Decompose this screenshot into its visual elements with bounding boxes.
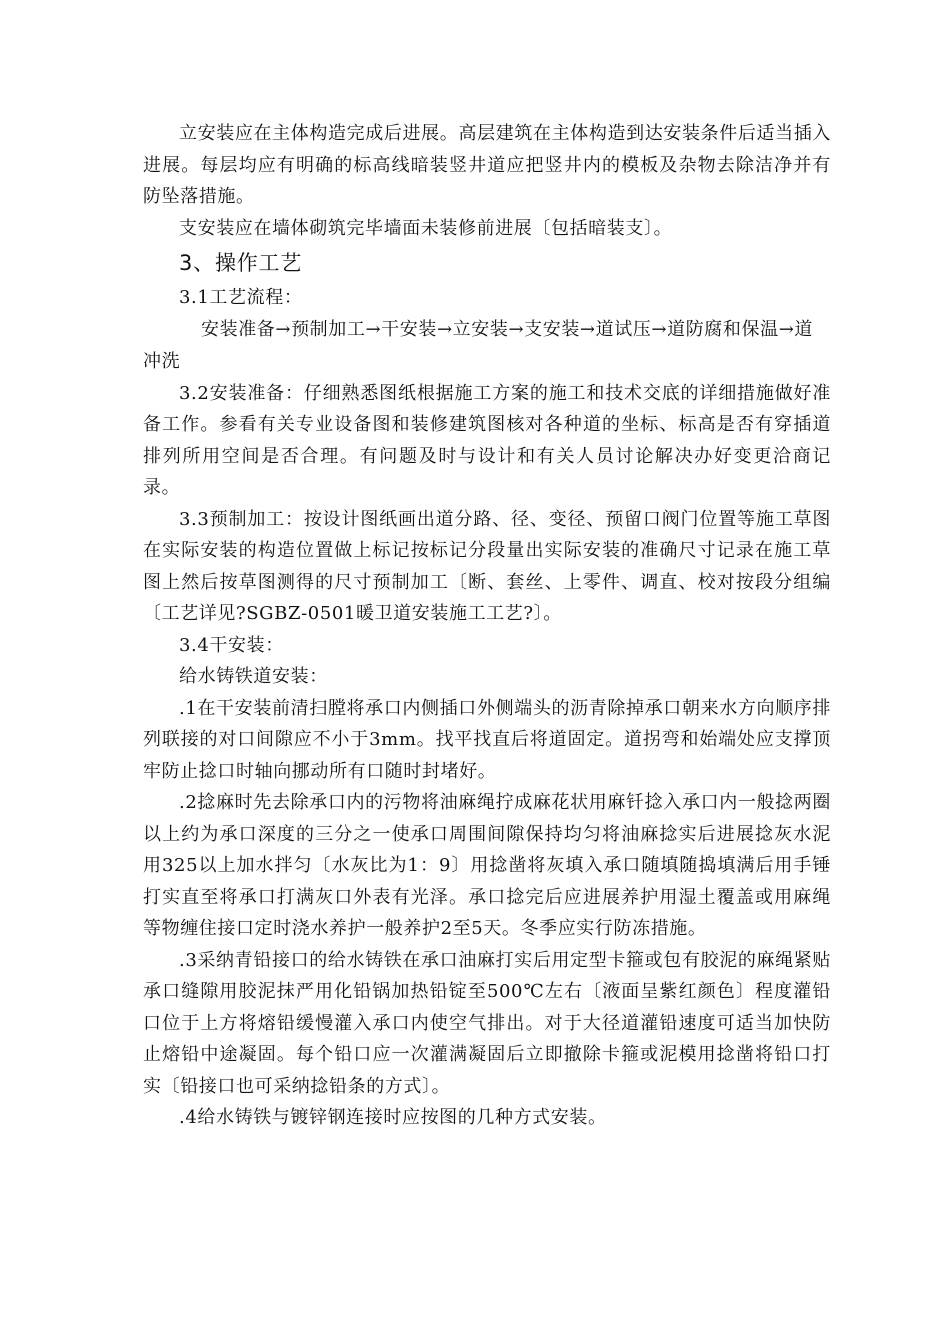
item-4-connection: .4给水铸铁与镀锌钢连接时应按图的几种方式安装。 — [179, 1107, 607, 1128]
item-3-lead-joint: .3采纳青铅接口的给水铸铁在承口油麻打实后用定型卡箍或包有胶泥的麻绳紧贴承口缝隙用胶泥抹严用化铅锅加热铅锭至500℃左右〔液面呈紫红颜色〕程度灌铅口位于上方将熔铅缓慢灌入承口内使空气排出。对于大径道灌铅速度可适当加快防止熔铅中途凝固。每个铅口应一次灌满凝固后立即撤除卡箍或泥模用捻凿将铅口打实〔铅接口也可采纳捻铅条的方式〕。 — [143, 949, 831, 1097]
paragraph-riser-install: 立安装应在主体构造完成后进展。高层建筑在主体构造到达安装条件后适当插入进展。每层均应有明确的标高线暗装竖井道应把竖井内的模板及杂物去除洁净并有防坠落措施。 — [143, 123, 831, 207]
process-flow-line: 安装准备→预制加工→干安装→立安装→支安装→道试压→道防腐和保温→道冲洗 — [143, 318, 813, 372]
subsection-3-1-title: 3.1工艺流程： — [179, 287, 303, 308]
subsection-3-4-title: 3.4干安装： — [179, 634, 284, 656]
subsection-3-2-preparation: 3.2安装准备：仔细熟悉图纸根据施工方案的施工和技术交底的详细措施做好准备工作。参看有关专业设备图和装修建筑图核对各种道的坐标、标高是否有穿插道排列所用空间是否合理。有问题及时与设计和有关人员讨论解决办好变更洽商记录。 — [143, 382, 831, 498]
section-heading-operation-process: 3、操作工艺 — [179, 251, 303, 275]
item-2-caulking: .2捻麻时先去除承口内的污物将油麻绳拧成麻花状用麻钎捻入承口内一般捻两圈以上约为承口深度的三分之一使承口周围间隙保持均匀将油麻捻实后进展捻灰水泥用325以上加水拌匀〔水灰比为1：9〕用捻凿将灰填入承口随填随捣填满后用手锤打实直至将承口打满灰口外表有光泽。承口捻完后应进展养护用湿土覆盖或用麻绳等物缠住接口定时浇水养护一般养护2至5天。冬季应实行防冻措施。 — [143, 792, 831, 939]
paragraph-branch-install: 支安装应在墙体砌筑完毕墙面未装修前进展〔包括暗装支〕。 — [179, 217, 673, 239]
subheading-cast-iron-pipe: 给水铸铁道安装： — [179, 666, 328, 687]
item-1-cleaning: .1在干安装前清扫膛将承口内侧插口外侧端头的沥青除掉承口朝来水方向顺序排列联接的对口间隙应不小于3mm。找平找直后将道固定。道拐弯和始端处应支撑顶牢防止捻口时轴向挪动所有口随时封堵好。 — [143, 697, 831, 782]
subsection-3-3-prefabrication: 3.3预制加工：按设计图纸画出道分路、径、变径、预留口阀门位置等施工草图在实际安装的构造位置做上标记按标记分段量出实际安装的准确尺寸记录在施工草图上然后按草图测得的尺寸预制加工〔断、套丝、上零件、调直、校对按段分组编〔工艺详见?SGBZ-0501暖卫道安装施工工艺?〕。 — [143, 508, 831, 624]
document-body — [143, 118, 831, 1134]
